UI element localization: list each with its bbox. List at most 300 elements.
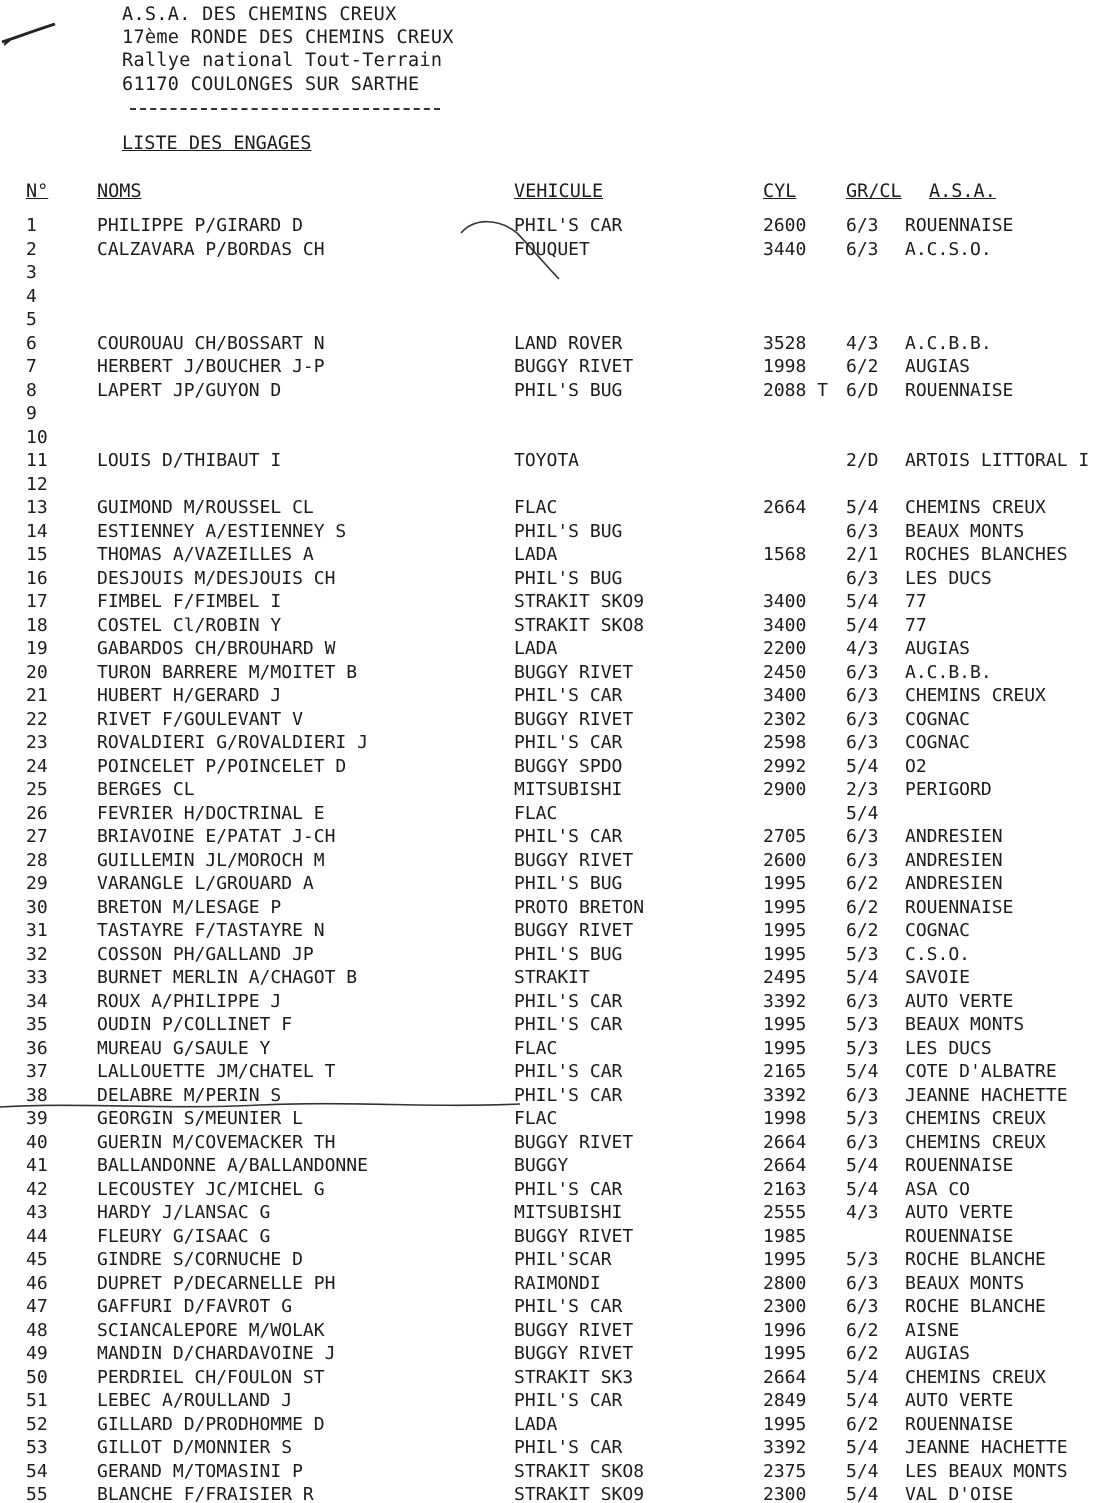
entry-vehicle: BUGGY — [514, 1155, 569, 1176]
entry-names: FEVRIER H/DOCTRINAL E — [97, 802, 325, 824]
entry-names: BRETON M/LESAGE P — [97, 896, 282, 918]
table-row — [0, 991, 1100, 1015]
entry-asa: COTE D'ALBATRE — [905, 1061, 1057, 1082]
entry-cyl: 3400 — [763, 685, 807, 706]
entry-vehicle: PHIL'S CAR — [514, 732, 623, 753]
entry-names: TASTAYRE F/TASTAYRE N — [97, 920, 325, 941]
entry-vehicle: RAIMONDI — [514, 1272, 601, 1294]
entry-number: 18 — [26, 614, 48, 636]
entry-group-class: 4/3 — [846, 638, 879, 659]
table-row — [0, 1320, 1100, 1344]
entry-cyl: 2664 — [763, 497, 807, 518]
table-row — [0, 521, 1100, 545]
table-row — [0, 709, 1100, 733]
entry-names: ESTIENNEY A/ESTIENNEY S — [97, 520, 347, 542]
entry-number: 12 — [26, 473, 48, 495]
entry-names: LALLOUETTE JM/CHATEL T — [97, 1061, 336, 1082]
entry-group-class: 5/4 — [846, 497, 879, 518]
entry-cyl: 1995 — [763, 896, 807, 918]
entry-asa: ROUENNAISE — [905, 1155, 1014, 1176]
entry-vehicle: PHIL'S BUG — [514, 567, 623, 589]
table-row — [0, 779, 1100, 803]
table-row — [0, 1296, 1100, 1320]
entry-names: GILLOT D/MONNIER S — [97, 1437, 293, 1458]
entry-group-class: 5/4 — [846, 1061, 879, 1082]
entry-asa: A.C.B.B. — [905, 332, 992, 354]
table-row — [0, 427, 1100, 451]
entry-cyl: 2555 — [763, 1202, 807, 1223]
entry-names: TURON BARRERE M/MOITET B — [97, 661, 358, 683]
entry-vehicle: TOYOTA — [514, 450, 580, 471]
table-row — [0, 1061, 1100, 1085]
entry-cyl: 2664 — [763, 1131, 807, 1153]
entry-group-class: 6/3 — [846, 238, 879, 260]
entry-cyl: 2088 T — [763, 379, 829, 401]
entry-group-class: 5/4 — [846, 1155, 879, 1176]
entry-vehicle: BUGGY RIVET — [514, 708, 634, 730]
entry-number: 45 — [26, 1249, 48, 1270]
entry-asa: ROUENNAISE — [905, 896, 1014, 918]
entry-cyl: 2300 — [763, 1484, 807, 1503]
table-row — [0, 309, 1100, 333]
table-row — [0, 638, 1100, 662]
entry-cyl: 2450 — [763, 661, 807, 683]
entry-names: GERAND M/TOMASINI P — [97, 1460, 303, 1482]
entry-names: GAFFURI D/FAVROT G — [97, 1296, 293, 1317]
column-header-cyl: CYL — [763, 181, 797, 202]
entry-group-class: 5/4 — [846, 614, 879, 636]
entry-asa: C.S.O. — [905, 943, 971, 965]
entry-cyl: 1985 — [763, 1225, 807, 1247]
table-row — [0, 850, 1100, 874]
entry-names: RIVET F/GOULEVANT V — [97, 708, 303, 730]
entry-names: HARDY J/LANSAC G — [97, 1202, 271, 1223]
ink-mark-top-left — [0, 18, 60, 48]
entry-names: COSTEL Cl/ROBIN Y — [97, 614, 282, 636]
entry-asa: AUGIAS — [905, 356, 971, 377]
entry-number: 36 — [26, 1037, 48, 1059]
entry-number: 43 — [26, 1202, 48, 1223]
entry-cyl: 2200 — [763, 638, 807, 659]
entry-number: 33 — [26, 967, 48, 988]
entry-vehicle: PHIL'S CAR — [514, 826, 623, 847]
entry-group-class: 6/3 — [846, 661, 879, 683]
entry-group-class: 2/1 — [846, 544, 879, 565]
entry-number: 26 — [26, 802, 48, 824]
entry-vehicle: PHIL'S CAR — [514, 1296, 623, 1317]
entry-number: 30 — [26, 896, 48, 918]
entry-vehicle: PHIL'S BUG — [514, 520, 623, 542]
table-row — [0, 1461, 1100, 1485]
entry-cyl: 3528 — [763, 332, 807, 354]
entry-group-class: 5/4 — [846, 591, 879, 612]
entry-vehicle: LADA — [514, 544, 558, 565]
entry-group-class: 6/3 — [846, 567, 879, 589]
header-divider — [130, 108, 440, 110]
entry-vehicle: BUGGY RIVET — [514, 661, 634, 683]
entry-cyl: 2302 — [763, 708, 807, 730]
entry-asa: CHEMINS CREUX — [905, 685, 1046, 706]
column-header-names: NOMS — [97, 181, 142, 202]
entry-number: 51 — [26, 1390, 48, 1411]
table-row — [0, 591, 1100, 615]
table-row — [0, 1390, 1100, 1414]
entry-asa: JEANNE HACHETTE — [905, 1437, 1068, 1458]
entry-vehicle: PHIL'S CAR — [514, 1014, 623, 1035]
entry-vehicle: PHIL'S BUG — [514, 943, 623, 965]
entry-group-class: 6/2 — [846, 1319, 879, 1341]
entry-names: GUIMOND M/ROUSSEL CL — [97, 497, 314, 518]
table-row — [0, 1108, 1100, 1132]
entry-group-class: 5/4 — [846, 1460, 879, 1482]
entry-names: DELABRE M/PERIN S — [97, 1084, 282, 1106]
entry-asa: COGNAC — [905, 732, 971, 753]
entry-group-class: 6/3 — [846, 215, 879, 236]
entry-group-class: 6/3 — [846, 1272, 879, 1294]
entry-cyl: 3400 — [763, 614, 807, 636]
entry-group-class: 6/2 — [846, 356, 879, 377]
entry-asa: AUGIAS — [905, 1343, 971, 1364]
entry-number: 6 — [26, 332, 37, 354]
entry-number: 41 — [26, 1155, 48, 1176]
entry-group-class: 6/3 — [846, 826, 879, 847]
entry-number: 14 — [26, 520, 48, 542]
entry-names: BERGES CL — [97, 779, 195, 800]
table-row — [0, 803, 1100, 827]
entry-group-class: 6/3 — [846, 1131, 879, 1153]
entry-vehicle: LADA — [514, 1413, 558, 1435]
entry-vehicle: FLAC — [514, 497, 558, 518]
entry-asa: COGNAC — [905, 920, 971, 941]
table-row — [0, 944, 1100, 968]
entry-names: GEORGIN S/MEUNIER L — [97, 1108, 303, 1129]
entry-asa: A.C.S.O. — [905, 238, 992, 260]
entry-names: DESJOUIS M/DESJOUIS CH — [97, 567, 336, 589]
entry-group-class: 6/3 — [846, 732, 879, 753]
entry-asa: JEANNE HACHETTE — [905, 1084, 1068, 1106]
entry-group-class: 6/2 — [846, 920, 879, 941]
entry-number: 32 — [26, 943, 48, 965]
entry-number: 11 — [26, 450, 48, 471]
entry-vehicle: BUGGY RIVET — [514, 1319, 634, 1341]
entry-vehicle: FLAC — [514, 802, 558, 824]
entry-asa: ROCHE BLANCHE — [905, 1249, 1046, 1270]
entry-vehicle: BUGGY RIVET — [514, 1225, 634, 1247]
entry-number: 40 — [26, 1131, 48, 1153]
entry-names: HUBERT H/GERARD J — [97, 685, 282, 706]
entry-vehicle: BUGGY RIVET — [514, 920, 634, 941]
entry-names: ROUX A/PHILIPPE J — [97, 990, 282, 1012]
table-row — [0, 1132, 1100, 1156]
entry-group-class: 4/3 — [846, 332, 879, 354]
entry-number: 52 — [26, 1413, 48, 1435]
entry-cyl: 1998 — [763, 1108, 807, 1129]
entry-names: DUPRET P/DECARNELLE PH — [97, 1272, 336, 1294]
entry-vehicle: BUGGY RIVET — [514, 356, 634, 377]
table-row — [0, 967, 1100, 991]
entry-cyl: 1995 — [763, 1014, 807, 1035]
entry-names: BALLANDONNE A/BALLANDONNE — [97, 1155, 368, 1176]
entry-cyl: 1995 — [763, 873, 807, 894]
entry-names: COSSON PH/GALLAND JP — [97, 943, 314, 965]
table-row — [0, 1484, 1100, 1503]
entry-cyl: 2600 — [763, 215, 807, 236]
entry-cyl: 2598 — [763, 732, 807, 753]
entry-vehicle: FLAC — [514, 1037, 558, 1059]
entry-names: GABARDOS CH/BROUHARD W — [97, 638, 336, 659]
entry-vehicle: PHIL'S CAR — [514, 685, 623, 706]
entry-vehicle: PHIL'S CAR — [514, 1437, 623, 1458]
entry-cyl: 1996 — [763, 1319, 807, 1341]
entry-cyl: 1995 — [763, 943, 807, 965]
entry-asa: CHEMINS CREUX — [905, 497, 1046, 518]
entry-asa: LES BEAUX MONTS — [905, 1460, 1068, 1482]
entry-cyl: 3392 — [763, 990, 807, 1012]
entry-number: 17 — [26, 591, 48, 612]
entry-number: 35 — [26, 1014, 48, 1035]
entry-number: 23 — [26, 732, 48, 753]
table-row — [0, 474, 1100, 498]
entry-group-class: 6/3 — [846, 708, 879, 730]
table-row — [0, 544, 1100, 568]
entry-cyl: 2375 — [763, 1460, 807, 1482]
entry-vehicle: MITSUBISHI — [514, 1202, 623, 1223]
entry-names: LOUIS D/THIBAUT I — [97, 450, 282, 471]
entry-names: GUILLEMIN JL/MOROCH M — [97, 849, 325, 871]
entry-number: 8 — [26, 379, 37, 401]
entry-group-class: 6/2 — [846, 1413, 879, 1435]
entry-asa: AUTO VERTE — [905, 1202, 1014, 1223]
entry-cyl: 2300 — [763, 1296, 807, 1317]
entry-number: 50 — [26, 1366, 48, 1388]
entry-cyl: 2800 — [763, 1272, 807, 1294]
entry-asa: LES DUCS — [905, 1037, 992, 1059]
entry-vehicle: PHIL'S CAR — [514, 1178, 623, 1200]
entry-asa: ANDRESIEN — [905, 849, 1003, 871]
table-row — [0, 1414, 1100, 1438]
entry-asa: BEAUX MONTS — [905, 520, 1025, 542]
entry-vehicle: PHIL'S CAR — [514, 1390, 623, 1411]
table-row — [0, 262, 1100, 286]
table-row — [0, 403, 1100, 427]
entry-cyl: 2664 — [763, 1366, 807, 1388]
entry-names: MUREAU G/SAULE Y — [97, 1037, 271, 1059]
entry-number: 1 — [26, 215, 37, 236]
entry-asa: ROUENNAISE — [905, 379, 1014, 401]
entry-group-class: 6/2 — [846, 896, 879, 918]
entry-names: OUDIN P/COLLINET F — [97, 1014, 293, 1035]
entry-asa: ROCHE BLANCHE — [905, 1296, 1046, 1317]
entry-number: 19 — [26, 638, 48, 659]
entry-number: 54 — [26, 1460, 48, 1482]
entry-number: 2 — [26, 238, 37, 260]
table-row — [0, 615, 1100, 639]
table-row — [0, 380, 1100, 404]
entry-asa: AISNE — [905, 1319, 960, 1341]
entry-asa: ROCHES BLANCHES — [905, 544, 1068, 565]
entry-names: PHILIPPE P/GIRARD D — [97, 215, 303, 236]
entry-vehicle: MITSUBISHI — [514, 779, 623, 800]
entry-cyl: 1995 — [763, 1037, 807, 1059]
table-row — [0, 286, 1100, 310]
column-header-vehicle: VEHICULE — [514, 181, 604, 202]
table-row — [0, 1249, 1100, 1273]
entry-number: 38 — [26, 1084, 48, 1106]
entry-names: COUROUAU CH/BOSSART N — [97, 332, 325, 354]
entry-group-class: 5/3 — [846, 943, 879, 965]
table-row — [0, 1014, 1100, 1038]
entry-cyl: 3392 — [763, 1437, 807, 1458]
entry-number: 47 — [26, 1296, 48, 1317]
entry-cyl: 1995 — [763, 920, 807, 941]
entry-group-class: 6/3 — [846, 1084, 879, 1106]
entry-number: 31 — [26, 920, 48, 941]
entry-names: VARANGLE L/GROUARD A — [97, 873, 314, 894]
entry-asa: BEAUX MONTS — [905, 1014, 1025, 1035]
entry-cyl: 2992 — [763, 755, 807, 777]
entry-number: 44 — [26, 1225, 48, 1247]
entry-group-class: 5/4 — [846, 967, 879, 988]
entry-vehicle: PHIL'S CAR — [514, 1084, 623, 1106]
entry-asa: CHEMINS CREUX — [905, 1131, 1046, 1153]
table-row — [0, 920, 1100, 944]
table-row — [0, 1085, 1100, 1109]
entry-vehicle: LADA — [514, 638, 558, 659]
entry-names: GINDRE S/CORNUCHE D — [97, 1249, 303, 1270]
entry-cyl: 2600 — [763, 849, 807, 871]
entry-asa: BEAUX MONTS — [905, 1272, 1025, 1294]
entry-vehicle: PROTO BRETON — [514, 896, 645, 918]
entry-cyl: 2495 — [763, 967, 807, 988]
event-title: 17ème RONDE DES CHEMINS CREUX — [122, 27, 454, 48]
entry-cyl: 1995 — [763, 1413, 807, 1435]
entry-vehicle: PHIL'SCAR — [514, 1249, 612, 1270]
entry-asa: ANDRESIEN — [905, 873, 1003, 894]
table-row — [0, 356, 1100, 380]
entry-vehicle: STRAKIT SKO8 — [514, 1460, 645, 1482]
table-row — [0, 685, 1100, 709]
entry-group-class: 5/4 — [846, 1390, 879, 1411]
entry-number: 7 — [26, 356, 37, 377]
entry-asa: ROUENNAISE — [905, 1225, 1014, 1247]
table-row — [0, 662, 1100, 686]
entry-group-class: 6/3 — [846, 1296, 879, 1317]
entry-number: 20 — [26, 661, 48, 683]
entry-names: LEBEC A/ROULLAND J — [97, 1390, 293, 1411]
table-row — [0, 732, 1100, 756]
entry-group-class: 6/D — [846, 379, 879, 401]
entry-number: 29 — [26, 873, 48, 894]
entry-asa: CHEMINS CREUX — [905, 1108, 1046, 1129]
entry-names: CALZAVARA P/BORDAS CH — [97, 238, 325, 260]
entry-vehicle: LAND ROVER — [514, 332, 623, 354]
entry-cyl: 2705 — [763, 826, 807, 847]
entry-vehicle: STRAKIT SK3 — [514, 1366, 634, 1388]
table-row — [0, 897, 1100, 921]
entry-cyl: 1995 — [763, 1249, 807, 1270]
entry-number: 42 — [26, 1178, 48, 1200]
entry-names: BURNET MERLIN A/CHAGOT B — [97, 967, 358, 988]
entry-asa: ROUENNAISE — [905, 1413, 1014, 1435]
table-row — [0, 1437, 1100, 1461]
entry-cyl: 3440 — [763, 238, 807, 260]
entry-number: 5 — [26, 309, 37, 330]
entry-asa: VAL D'OISE — [905, 1484, 1014, 1503]
entry-vehicle: PHIL'S CAR — [514, 1061, 623, 1082]
entry-names: LAPERT JP/GUYON D — [97, 379, 282, 401]
association-name: A.S.A. DES CHEMINS CREUX — [122, 4, 397, 25]
entry-cyl: 1998 — [763, 356, 807, 377]
entry-asa: O2 — [905, 755, 927, 777]
entry-group-class: 5/4 — [846, 1484, 879, 1503]
entry-vehicle: BUGGY RIVET — [514, 1131, 634, 1153]
entry-asa: COGNAC — [905, 708, 971, 730]
entry-vehicle: PHIL'S CAR — [514, 990, 623, 1012]
entry-cyl: 2163 — [763, 1178, 807, 1200]
entry-asa: ANDRESIEN — [905, 826, 1003, 847]
entry-number: 49 — [26, 1343, 48, 1364]
entry-asa: ASA CO — [905, 1178, 971, 1200]
entry-group-class: 6/3 — [846, 990, 879, 1012]
entry-group-class: 2/3 — [846, 779, 879, 800]
entry-number: 16 — [26, 567, 48, 589]
entry-number: 39 — [26, 1108, 48, 1129]
entry-asa: LES DUCS — [905, 567, 992, 589]
entry-group-class: 5/3 — [846, 1037, 879, 1059]
table-row — [0, 1038, 1100, 1062]
entry-cyl: 1995 — [763, 1343, 807, 1364]
entry-group-class: 5/4 — [846, 755, 879, 777]
entry-number: 27 — [26, 826, 48, 847]
table-row — [0, 450, 1100, 474]
entry-names: GUERIN M/COVEMACKER TH — [97, 1131, 336, 1153]
entry-group-class: 5/3 — [846, 1014, 879, 1035]
table-row — [0, 1367, 1100, 1391]
entry-names: FIMBEL F/FIMBEL I — [97, 591, 282, 612]
entry-cyl: 3400 — [763, 591, 807, 612]
entry-cyl: 2849 — [763, 1390, 807, 1411]
entry-vehicle: STRAKIT SKO9 — [514, 591, 645, 612]
entry-names: BRIAVOINE E/PATAT J-CH — [97, 826, 336, 847]
event-subtitle: Rallye national Tout-Terrain — [122, 50, 443, 71]
entry-number: 37 — [26, 1061, 48, 1082]
entry-group-class: 5/4 — [846, 1437, 879, 1458]
entry-names: BLANCHE F/FRAISIER R — [97, 1484, 314, 1503]
table-row — [0, 1226, 1100, 1250]
entry-number: 15 — [26, 544, 48, 565]
entry-asa: 77 — [905, 614, 927, 636]
entry-group-class: 6/3 — [846, 849, 879, 871]
entry-number: 3 — [26, 262, 37, 283]
entry-asa: SAVOIE — [905, 967, 971, 988]
entry-number: 4 — [26, 285, 37, 307]
table-row — [0, 568, 1100, 592]
entry-number: 55 — [26, 1484, 48, 1503]
column-header-num: N° — [26, 181, 49, 202]
entry-asa: AUTO VERTE — [905, 990, 1014, 1012]
entry-number: 34 — [26, 990, 48, 1012]
entry-asa: AUTO VERTE — [905, 1390, 1014, 1411]
event-address: 61170 COULONGES SUR SARTHE — [122, 74, 420, 95]
column-header-asa: A.S.A. — [929, 181, 996, 202]
entry-number: 13 — [26, 497, 48, 518]
entry-vehicle: STRAKIT SKO9 — [514, 1484, 645, 1503]
entry-vehicle: FOUQUET — [514, 238, 590, 260]
entry-group-class: 6/3 — [846, 685, 879, 706]
entry-names: MANDIN D/CHARDAVOINE J — [97, 1343, 336, 1364]
entry-vehicle: FLAC — [514, 1108, 558, 1129]
table-row — [0, 1343, 1100, 1367]
